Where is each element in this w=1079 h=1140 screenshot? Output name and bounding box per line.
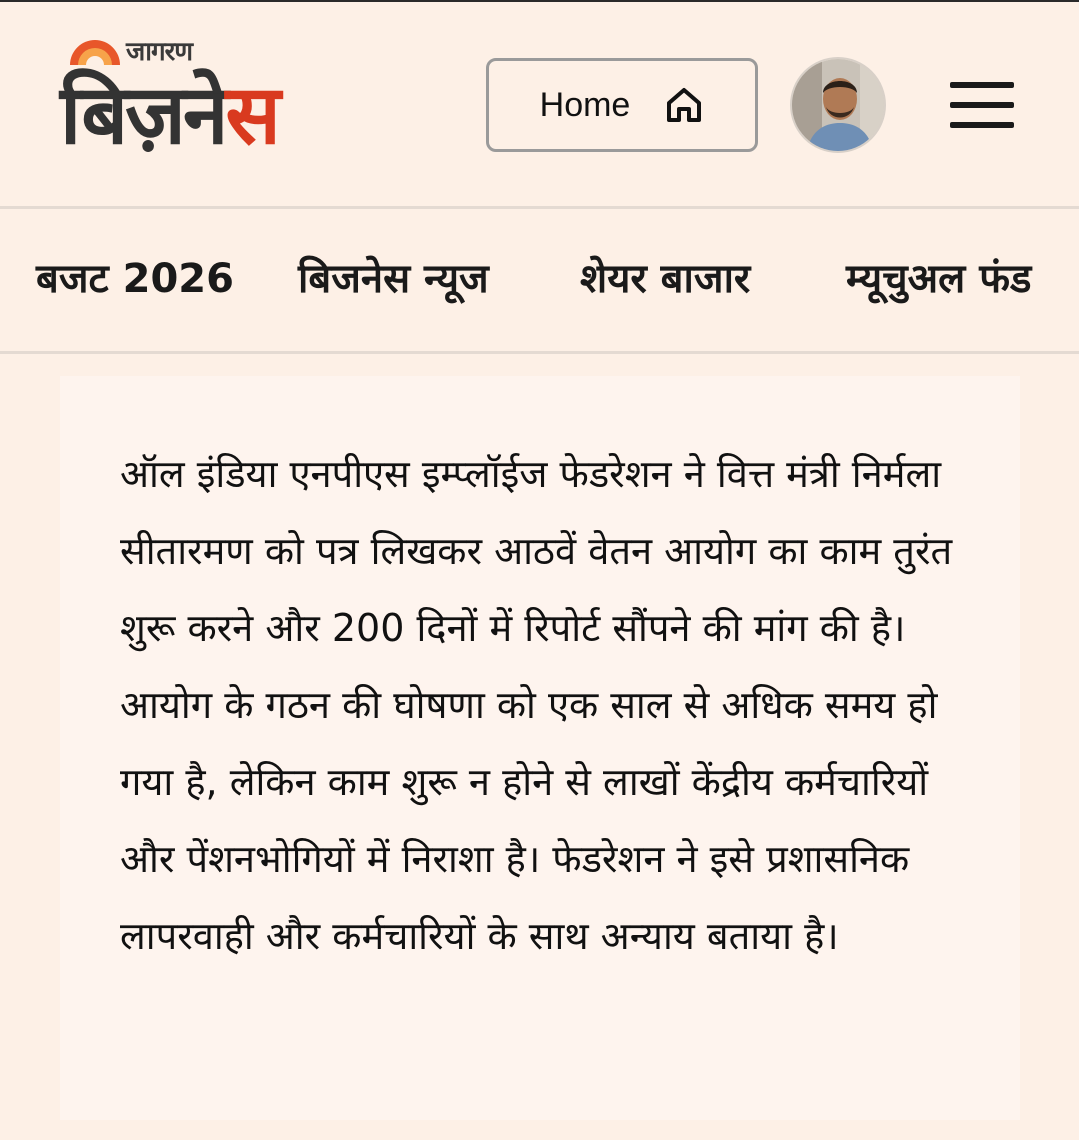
home-button-label: Home xyxy=(539,85,631,124)
site-logo[interactable] xyxy=(60,32,340,172)
nav-divider xyxy=(0,351,1079,354)
nav-item-mutual-fund[interactable]: म्यूचुअल फंड xyxy=(846,256,1032,302)
site-header xyxy=(0,2,1079,206)
avatar-image xyxy=(792,59,886,153)
home-button[interactable] xyxy=(486,58,758,152)
logo-accent-part: स xyxy=(225,68,278,163)
category-nav xyxy=(0,209,1079,351)
article-card xyxy=(60,376,1020,1120)
home-icon xyxy=(664,85,704,125)
user-avatar[interactable] xyxy=(790,57,886,153)
logo-jagran-text: जागरण xyxy=(126,37,193,67)
logo-main-part: बिज़ने xyxy=(60,68,226,163)
logo-top xyxy=(68,32,192,68)
hamburger-menu-icon[interactable] xyxy=(950,82,1014,128)
sun-logo-icon xyxy=(68,35,122,65)
nav-item-share-market[interactable]: शेयर बाजार xyxy=(580,256,751,302)
nav-item-budget[interactable]: बजट 2026 xyxy=(36,256,234,302)
nav-item-business-news[interactable]: बिजनेस न्यूज xyxy=(298,256,489,302)
article-summary: ऑल इंडिया एनपीएस इम्प्लॉईज फेडरेशन ने वित्त मंत्री निर्मला सीतारमण को पत्र लिखकर आठवें वेतन आयोग का काम तुरंत शुरू करने और 200 दिनों में रिपोर्ट सौंपने की मांग की है। आयोग के गठन की घोषणा को एक साल से अधिक समय हो गया है, लेकिन काम शुरू न होने से लाखों केंद्रीय कर्मचारियों और पेंशनभोगियों में निराशा है। फेडरेशन ने इसे प्रशासनिक लापरवाही और कर्मचारियों के साथ अन्याय बताया है। xyxy=(120,452,953,958)
logo-business-text xyxy=(60,66,278,166)
